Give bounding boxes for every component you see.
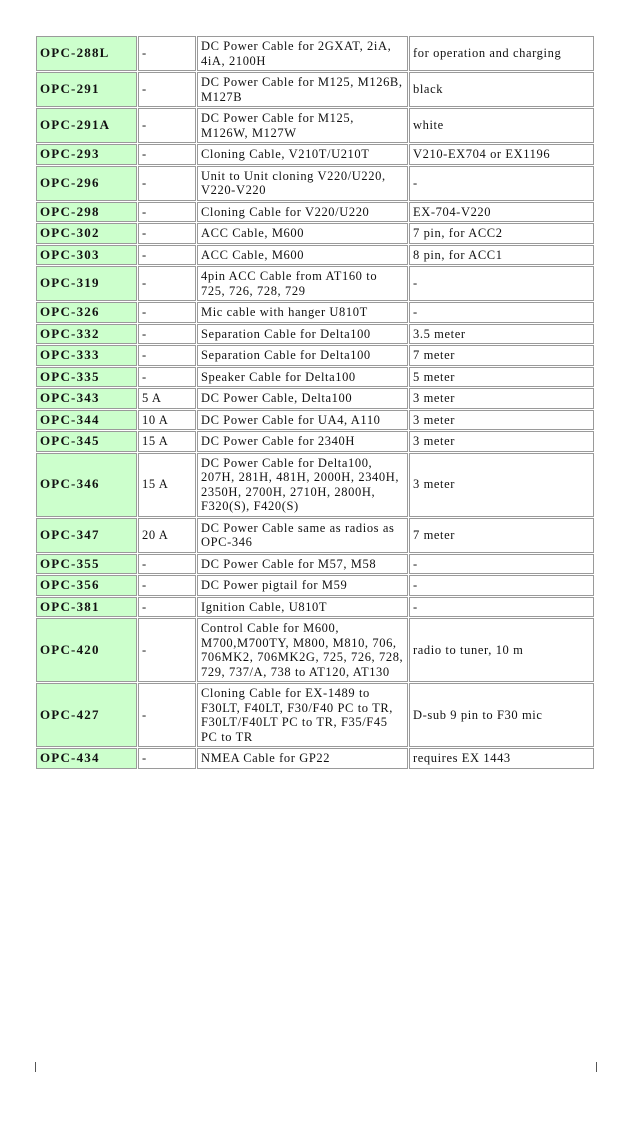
model-cell: OPC-303 <box>36 245 137 266</box>
note-cell: radio to tuner, 10 m <box>409 618 594 682</box>
model-cell: OPC-335 <box>36 367 137 388</box>
table-row <box>36 575 594 596</box>
amperage-cell: - <box>138 166 196 201</box>
note-cell: V210-EX704 or EX1196 <box>409 144 594 165</box>
table-body <box>36 36 594 769</box>
table-row <box>36 108 594 143</box>
description-cell: ACC Cable, M600 <box>197 223 408 244</box>
table-row <box>36 748 594 769</box>
note-cell: black <box>409 72 594 107</box>
note-cell: requires EX 1443 <box>409 748 594 769</box>
amperage-cell: - <box>138 575 196 596</box>
model-cell: OPC-293 <box>36 144 137 165</box>
note-cell: - <box>409 575 594 596</box>
model-cell: OPC-434 <box>36 748 137 769</box>
description-cell: DC Power Cable, Delta100 <box>197 388 408 409</box>
note-cell: - <box>409 266 594 301</box>
model-cell: OPC-332 <box>36 324 137 345</box>
amperage-cell: - <box>138 144 196 165</box>
amperage-cell: 15 A <box>138 431 196 452</box>
description-cell: Separation Cable for Delta100 <box>197 324 408 345</box>
model-cell: OPC-302 <box>36 223 137 244</box>
note-cell: 7 pin, for ACC2 <box>409 223 594 244</box>
model-cell: OPC-345 <box>36 431 137 452</box>
amperage-cell: - <box>138 245 196 266</box>
description-cell: Mic cable with hanger U810T <box>197 302 408 323</box>
description-cell: Separation Cable for Delta100 <box>197 345 408 366</box>
table-row <box>36 618 594 682</box>
amperage-cell: - <box>138 618 196 682</box>
table-row <box>36 431 594 452</box>
note-cell: - <box>409 554 594 575</box>
model-cell: OPC-420 <box>36 618 137 682</box>
amperage-cell: - <box>138 597 196 618</box>
table-row <box>36 223 594 244</box>
note-cell: 7 meter <box>409 345 594 366</box>
description-cell: DC Power pigtail for M59 <box>197 575 408 596</box>
model-cell: OPC-291 <box>36 72 137 107</box>
model-cell: OPC-296 <box>36 166 137 201</box>
table-row <box>36 554 594 575</box>
page-frame-left <box>35 1062 36 1072</box>
amperage-cell: - <box>138 36 196 71</box>
description-cell: Cloning Cable, V210T/U210T <box>197 144 408 165</box>
table-row <box>36 410 594 431</box>
amperage-cell: 10 A <box>138 410 196 431</box>
model-cell: OPC-346 <box>36 453 137 517</box>
amperage-cell: 20 A <box>138 518 196 553</box>
table-row <box>36 36 594 71</box>
table-row <box>36 302 594 323</box>
amperage-cell: - <box>138 554 196 575</box>
table-row <box>36 324 594 345</box>
note-cell: D-sub 9 pin to F30 mic <box>409 683 594 747</box>
model-cell: OPC-355 <box>36 554 137 575</box>
amperage-cell: 5 A <box>138 388 196 409</box>
note-cell: for operation and charging <box>409 36 594 71</box>
table-row <box>36 453 594 517</box>
note-cell: - <box>409 166 594 201</box>
note-cell: 3 meter <box>409 431 594 452</box>
table-row <box>36 245 594 266</box>
note-cell: 3.5 meter <box>409 324 594 345</box>
description-cell: Speaker Cable for Delta100 <box>197 367 408 388</box>
note-cell: 7 meter <box>409 518 594 553</box>
note-cell: 8 pin, for ACC1 <box>409 245 594 266</box>
description-cell: DC Power Cable for 2340H <box>197 431 408 452</box>
model-cell: OPC-298 <box>36 202 137 223</box>
description-cell: 4pin ACC Cable from AT160 to 725, 726, 728, 729 <box>197 266 408 301</box>
amperage-cell: - <box>138 223 196 244</box>
note-cell: 3 meter <box>409 410 594 431</box>
note-cell: - <box>409 597 594 618</box>
description-cell: DC Power Cable for Delta100, 207H, 281H, 481H, 2000H, 2340H, 2350H, 2700H, 2710H, 2800H, F320(S), F420(S) <box>197 453 408 517</box>
table-row <box>36 683 594 747</box>
description-cell: DC Power Cable for M125, M126B, M127B <box>197 72 408 107</box>
amperage-cell: - <box>138 324 196 345</box>
description-cell: Control Cable for M600, M700,M700TY, M800, M810, 706, 706MK2, 706MK2G, 725, 726, 728, 729, 737/A, 738 to AT120, AT130 <box>197 618 408 682</box>
description-cell: DC Power Cable for 2GXAT, 2iA, 4iA, 2100H <box>197 36 408 71</box>
page-frame-right <box>596 1062 597 1072</box>
description-cell: DC Power Cable for M125, M126W, M127W <box>197 108 408 143</box>
description-cell: DC Power Cable for M57, M58 <box>197 554 408 575</box>
model-cell: OPC-356 <box>36 575 137 596</box>
description-cell: NMEA Cable for GP22 <box>197 748 408 769</box>
description-cell: Ignition Cable, U810T <box>197 597 408 618</box>
note-cell: 3 meter <box>409 453 594 517</box>
table-row <box>36 266 594 301</box>
description-cell: Cloning Cable for V220/U220 <box>197 202 408 223</box>
table-row <box>36 518 594 553</box>
table-row <box>36 202 594 223</box>
model-cell: OPC-381 <box>36 597 137 618</box>
cable-table <box>35 35 595 770</box>
table-row <box>36 144 594 165</box>
description-cell: Unit to Unit cloning V220/U220, V220-V220 <box>197 166 408 201</box>
model-cell: OPC-326 <box>36 302 137 323</box>
table-row <box>36 597 594 618</box>
amperage-cell: - <box>138 345 196 366</box>
amperage-cell: - <box>138 108 196 143</box>
amperage-cell: - <box>138 302 196 323</box>
model-cell: OPC-319 <box>36 266 137 301</box>
table-row <box>36 166 594 201</box>
model-cell: OPC-427 <box>36 683 137 747</box>
amperage-cell: 15 A <box>138 453 196 517</box>
description-cell: DC Power Cable same as radios as OPC-346 <box>197 518 408 553</box>
amperage-cell: - <box>138 367 196 388</box>
table-row <box>36 367 594 388</box>
note-cell: - <box>409 302 594 323</box>
table-row <box>36 345 594 366</box>
document-page <box>35 35 597 1072</box>
description-cell: Cloning Cable for EX-1489 to F30LT, F40LT, F30/F40 PC to TR, F30LT/F40LT PC to TR, F35/F45 PC to TR <box>197 683 408 747</box>
model-cell: OPC-288L <box>36 36 137 71</box>
model-cell: OPC-343 <box>36 388 137 409</box>
note-cell: 3 meter <box>409 388 594 409</box>
amperage-cell: - <box>138 683 196 747</box>
note-cell: 5 meter <box>409 367 594 388</box>
note-cell: EX-704-V220 <box>409 202 594 223</box>
model-cell: OPC-291A <box>36 108 137 143</box>
model-cell: OPC-333 <box>36 345 137 366</box>
model-cell: OPC-347 <box>36 518 137 553</box>
amperage-cell: - <box>138 202 196 223</box>
amperage-cell: - <box>138 748 196 769</box>
description-cell: DC Power Cable for UA4, A110 <box>197 410 408 431</box>
description-cell: ACC Cable, M600 <box>197 245 408 266</box>
note-cell: white <box>409 108 594 143</box>
amperage-cell: - <box>138 266 196 301</box>
table-row <box>36 72 594 107</box>
amperage-cell: - <box>138 72 196 107</box>
table-row <box>36 388 594 409</box>
model-cell: OPC-344 <box>36 410 137 431</box>
